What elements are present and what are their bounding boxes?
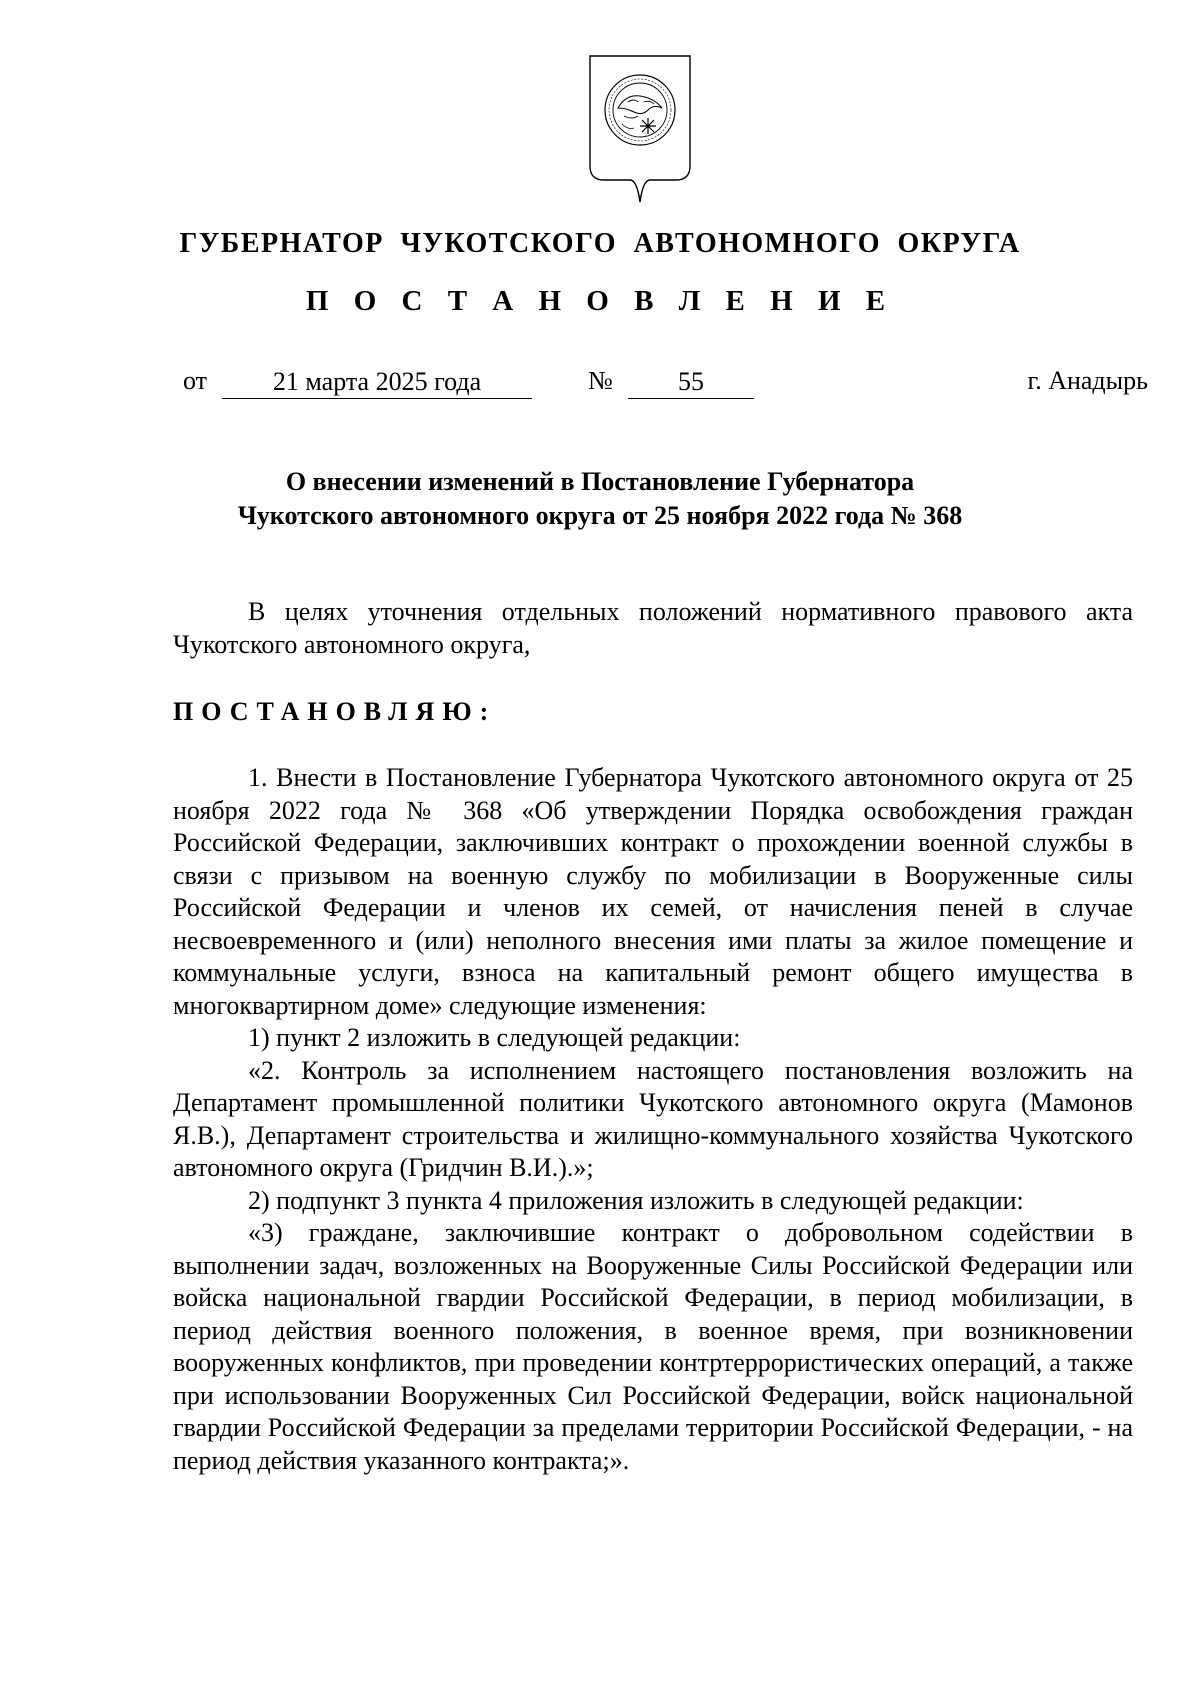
date-prefix-label: от (183, 366, 208, 395)
paragraph-5: «3) граждане, заключившие контракт о добровольном содействии в выполнении задач, возложенных на Вооруженные Силы Российской Федерации или войска национальной гвардии Российской Федерации, в период мобилизации, в период действия военного положения, в военное время, при возникновении вооруженных конфликтов, при проведении контртеррористических операций, а также при использовании Вооруженных Сил Российской Федерации, войск национальной гвардии Российской Федерации за пределами территории Российской Федерации, - на период действия указанного контракта;». (173, 1218, 1133, 1475)
paragraph-3: «2. Контроль за исполнением настоящего постановления возложить на Департамент промышленной политики Чукотского автономного округа (Мамонов Я.В.), Департамент строительства и жилищно-коммунального хозяйства Чукотского автономного округа (Гридчин В.И.).»; (173, 1055, 1133, 1182)
subject-line-1: О внесении изменений в Постановление Губернатора (285, 467, 915, 496)
number-label: № (588, 366, 613, 395)
subject-line-2: Чукотского автономного округа от 25 ноября 2022 года № 368 (237, 501, 963, 530)
document-meta-row (0, 366, 1200, 406)
document-city: г. Анадырь (1027, 366, 1148, 395)
document-type-title: П О С Т А Н О В Л Е Н И Е (305, 285, 895, 317)
paragraph-4: 2) подпункт 3 пункта 4 приложения изложить в следующей редакции: (248, 1185, 1024, 1215)
document-date: 21 марта 2025 года (222, 366, 532, 399)
chukotka-coat-of-arms-icon (588, 54, 692, 204)
decree-body (173, 762, 1133, 1477)
paragraph-2: 1) пункт 2 изложить в следующей редакции: (248, 1023, 741, 1052)
decree-heading: ПОСТАНОВЛЯЮ: (173, 697, 497, 726)
preamble (173, 596, 1133, 661)
issuing-authority: ГУБЕРНАТОР ЧУКОТСКОГО АВТОНОМНОГО ОКРУГА (179, 228, 1021, 259)
document-number: 55 (628, 366, 754, 399)
document-subject (0, 465, 1200, 533)
preamble-text: В целях уточнения отдельных положений нормативного правового акта Чукотского автономного округа, (173, 597, 1133, 659)
paragraph-1: 1. Внести в Постановление Губернатора Чукотского автономного округа от 25 ноября 2022 года № 368 «Об утверждении Порядка освобождения граждан Российской Федерации, заключивших контракт о прохождении военной службы в связи с призывом на военную службу по мобилизации в Вооруженные силы Российской Федерации и членов их семей, от начисления пеней в случае несвоевременного и (или) неполного внесения ими платы за жилое помещение и коммунальные услуги, взноса на капитальный ремонт общего имущества в многоквартирном доме» следующие изменения: (173, 763, 1133, 1020)
